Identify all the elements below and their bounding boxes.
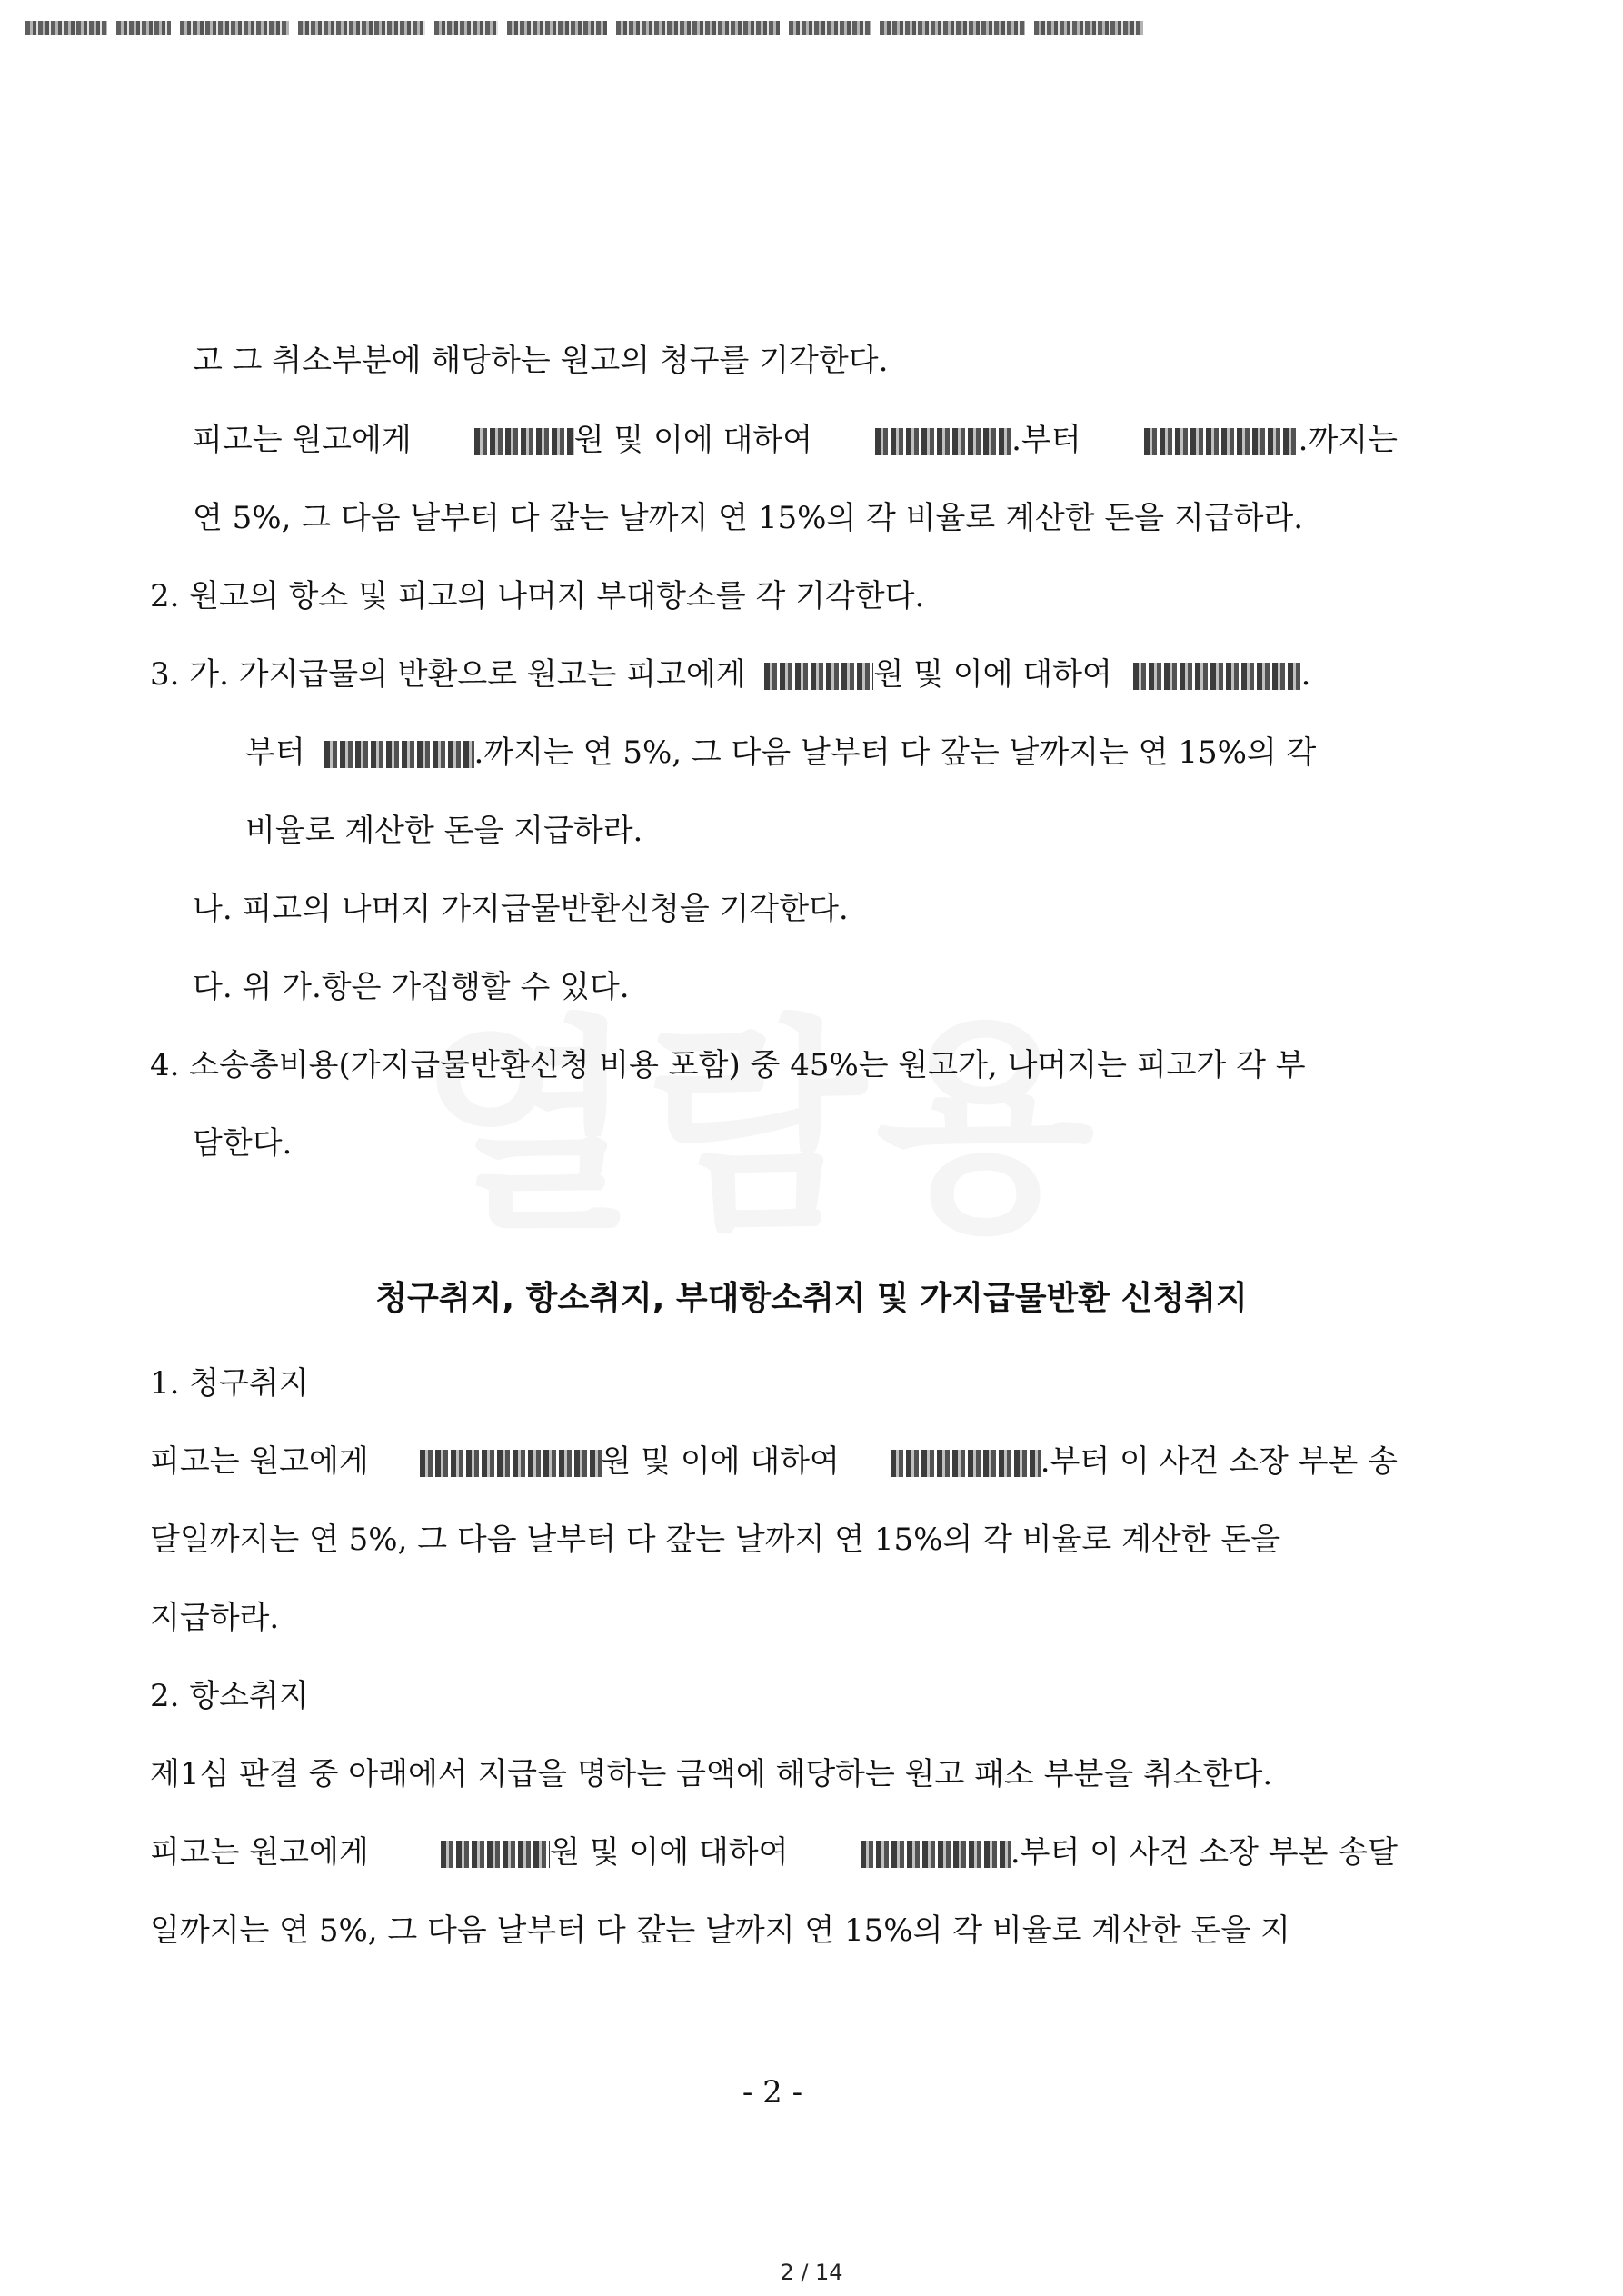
section-heading: 청구취지, 항소취지, 부대항소취지 및 가지급물반환 신청취지 bbox=[375, 1280, 1248, 1317]
redacted-date bbox=[1144, 428, 1299, 455]
viewer-page-indicator: 2 / 14 bbox=[780, 2260, 843, 2285]
body-line: 연 5%, 그 다음 날부터 다 갚는 날까지 연 15%의 각 비율로 계산한 돈을 지급하라. bbox=[193, 500, 1304, 536]
redacted-date bbox=[891, 1450, 1041, 1477]
body-line: 부터 .까지는 연 5%, 그 다음 날부터 다 갚는 날까지는 연 15%의 각 bbox=[245, 734, 1317, 771]
body-line: 다. 위 가.항은 가집행할 수 있다. bbox=[193, 969, 630, 1005]
redacted-date bbox=[875, 428, 1011, 455]
body-line: 비율로 계산한 돈을 지급하라. bbox=[245, 813, 643, 849]
page-number: - 2 - bbox=[742, 2074, 803, 2111]
body-line: 제1심 판결 중 아래에서 지급을 명하는 금액에 해당하는 원고 패소 부분을 취소한다. bbox=[150, 1756, 1273, 1792]
redacted-date bbox=[861, 1841, 1011, 1868]
redacted-header bbox=[25, 18, 1198, 38]
body-line: 일까지는 연 5%, 그 다음 날부터 다 갚는 날까지 연 15%의 각 비율로 계산한 돈을 지 bbox=[150, 1912, 1290, 1949]
redacted-amount bbox=[420, 1450, 602, 1477]
body-line: 3. 가. 가지급물의 반환으로 원고는 피고에게 원 및 이에 대하여 . bbox=[150, 656, 1311, 693]
body-line: 피고는 원고에게 원 및 이에 대하여 .부터 .까지는 bbox=[193, 422, 1398, 458]
body-line: 달일까지는 연 5%, 그 다음 날부터 다 갚는 날까지 연 15%의 각 비율로 계산한 돈을 bbox=[150, 1522, 1281, 1558]
body-line: 담한다. bbox=[193, 1125, 293, 1162]
body-line: 나. 피고의 나머지 가지급물반환신청을 기각한다. bbox=[193, 891, 849, 927]
body-line: 피고는 원고에게 원 및 이에 대하여 .부터 이 사건 소장 부본 송달 bbox=[150, 1834, 1398, 1871]
body-line: 4. 소송총비용(가지급물반환신청 비용 포함) 중 45%는 원고가, 나머지는 피고가 각 부 bbox=[150, 1047, 1306, 1083]
redacted-date bbox=[1133, 663, 1301, 690]
redacted-amount bbox=[764, 663, 873, 690]
body-line: 2. 원고의 항소 및 피고의 나머지 부대항소를 각 기각한다. bbox=[150, 578, 925, 614]
section-title: 1. 청구취지 bbox=[150, 1365, 309, 1402]
body-line: 지급하라. bbox=[150, 1600, 280, 1636]
redacted-date bbox=[324, 741, 474, 768]
body-line: 피고는 원고에게 원 및 이에 대하여 .부터 이 사건 소장 부본 송 bbox=[150, 1443, 1398, 1480]
redacted-amount bbox=[474, 428, 574, 455]
body-line: 고 그 취소부분에 해당하는 원고의 청구를 기각한다. bbox=[193, 343, 889, 379]
section-title: 2. 항소취지 bbox=[150, 1678, 309, 1714]
redacted-amount bbox=[441, 1841, 550, 1868]
